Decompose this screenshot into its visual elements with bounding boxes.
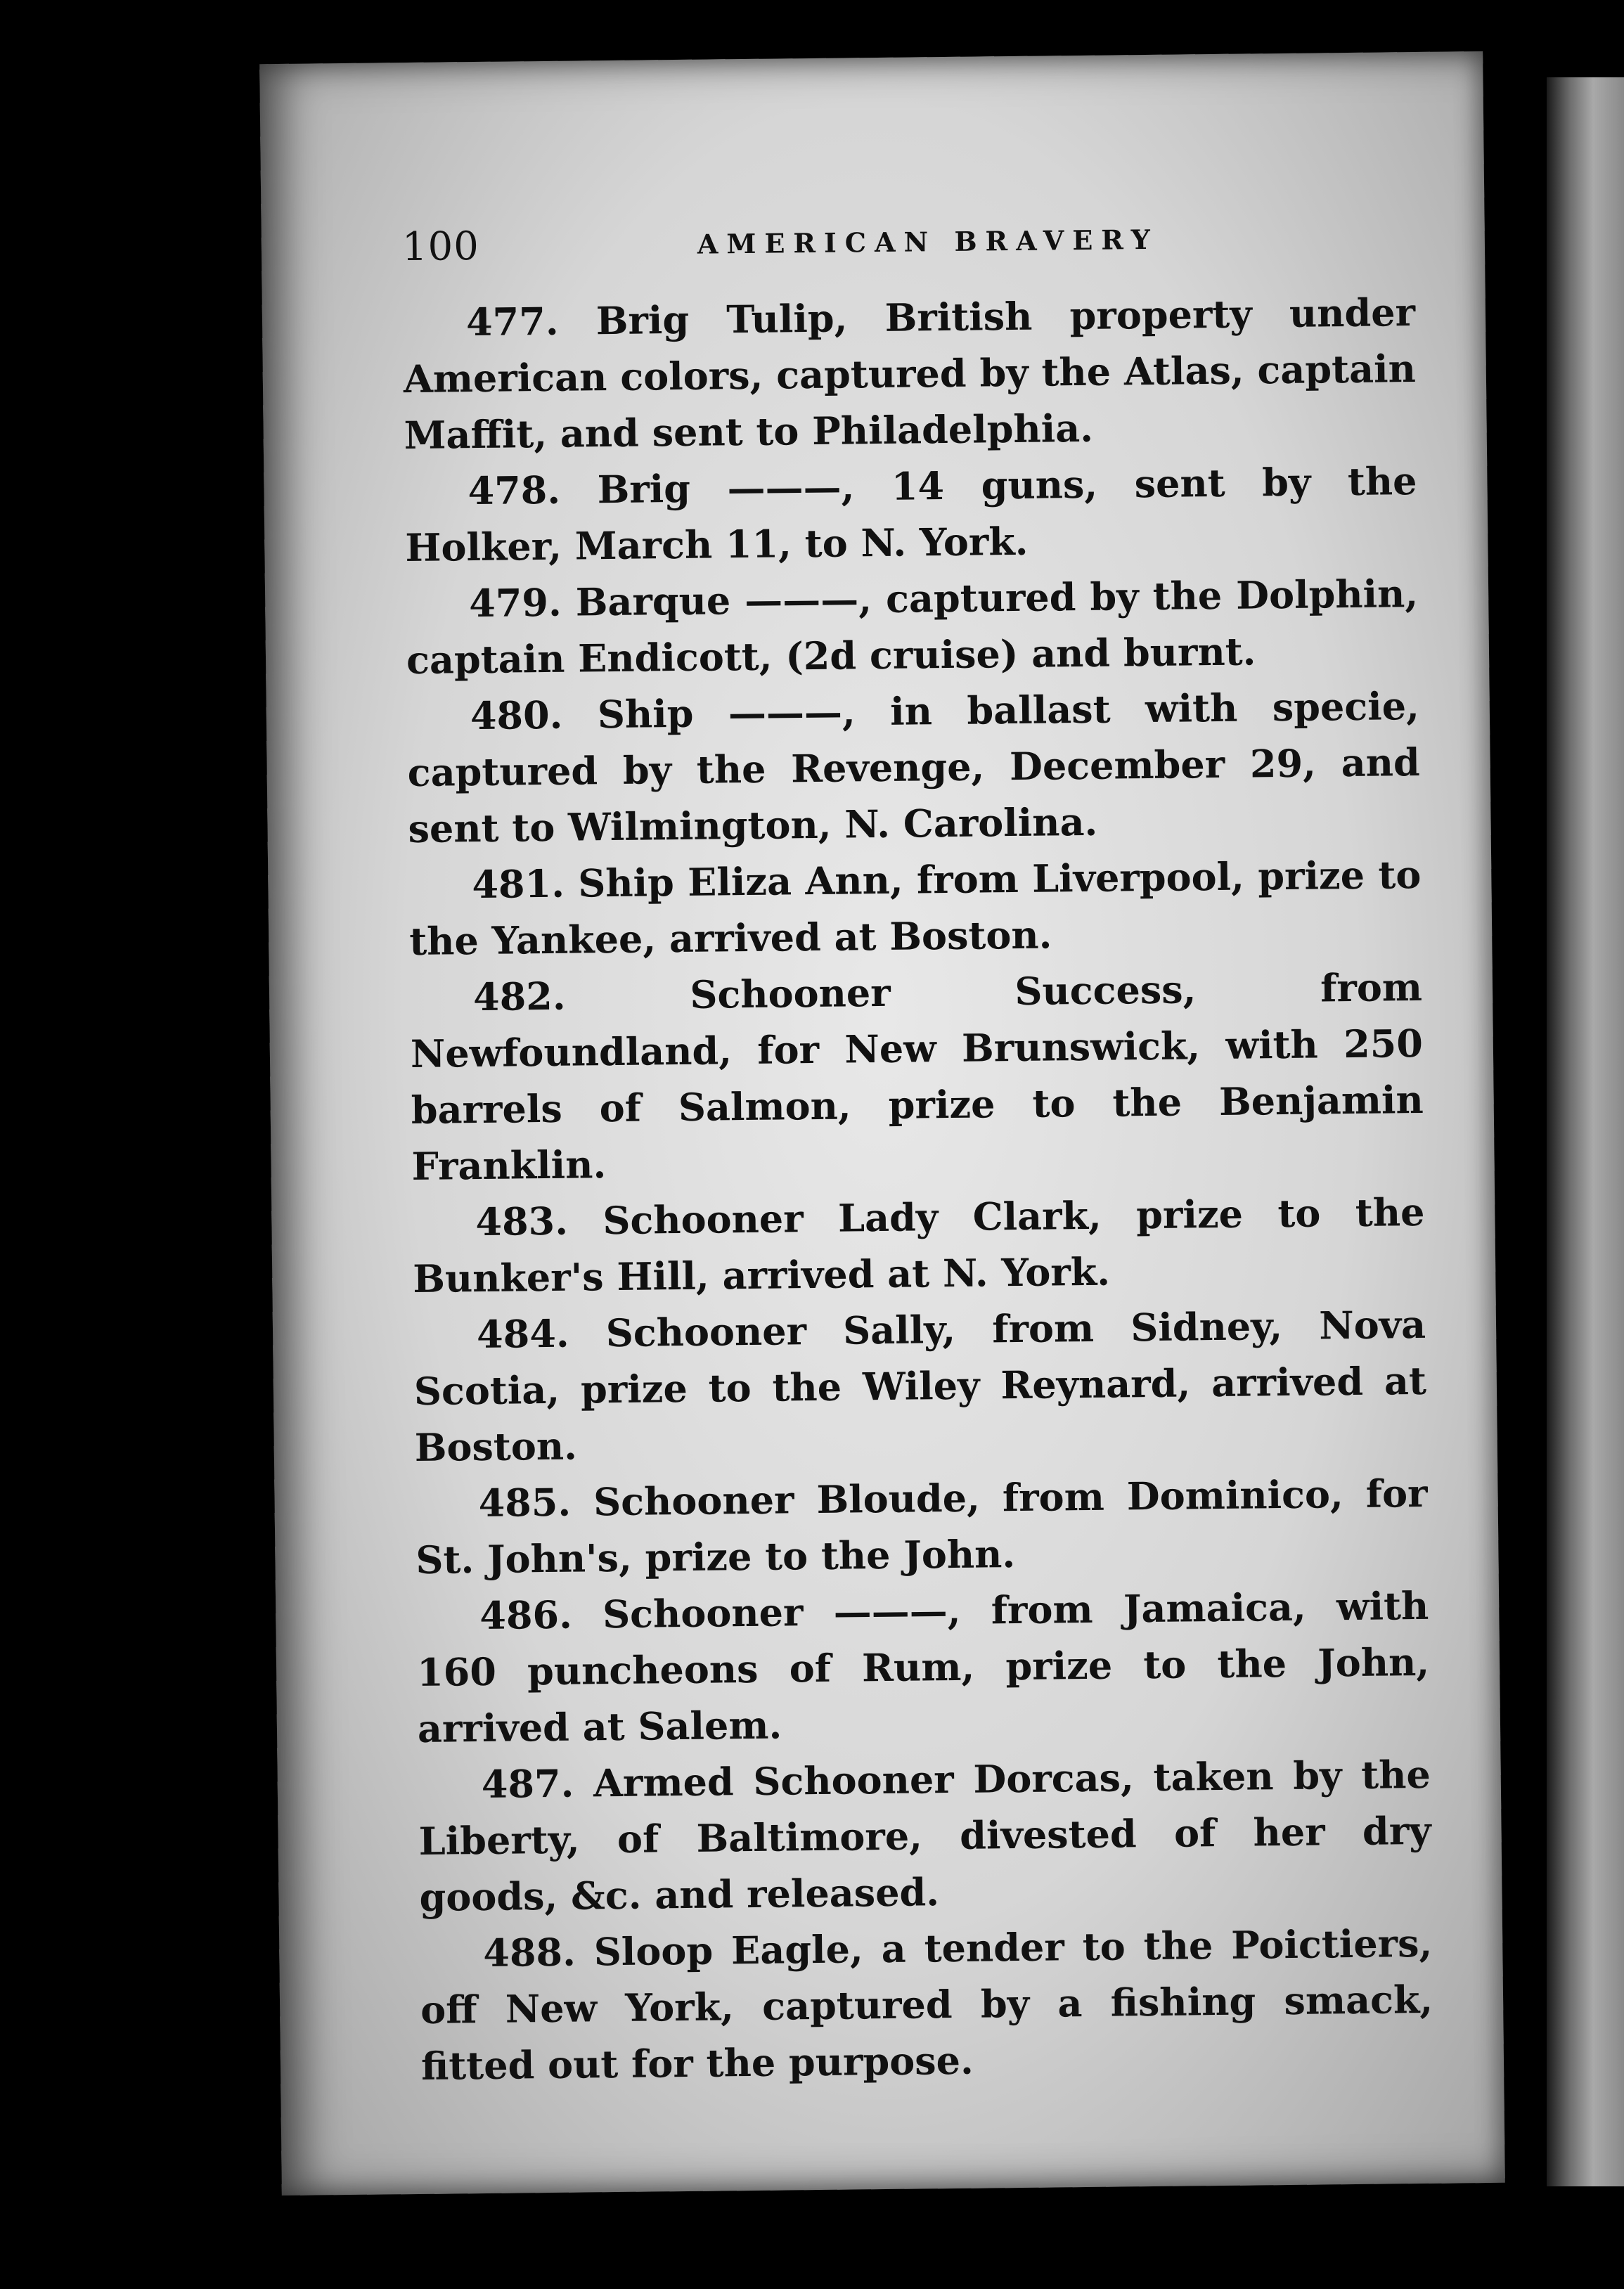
entry-485: 485. Schooner Bloude, from Dominico, for St. John's, prize to the John. — [415, 1470, 1428, 1582]
entry-486: 486. Schooner ———, from Jamaica, with 160 puncheons of Rum, prize to the John, arrived at Salem. — [416, 1582, 1430, 1751]
entry-483: 483. Schooner Lady Clark, prize to the Bunker's Hill, arrived at N. York. — [412, 1189, 1425, 1302]
entry-list — [403, 284, 1434, 2094]
entry-482: 482. Schooner Success, from Newfoundland, for New Brunswick, with 250 barrels of Salmon, prize to the Benjamin Franklin. — [410, 964, 1424, 1189]
adjacent-page-edge — [1547, 77, 1624, 2186]
entry-480: 480. Ship ———, in ballast with specie, captured by the Revenge, December 29, and sent to Wilmington, N. Carolina. — [407, 683, 1420, 852]
entry-488: 488. Sloop Eagle, a tender to the Poictiers, off New York, captured by a fishing smack, fitted out for the purpose. — [420, 1920, 1433, 2089]
entry-481: 481. Ship Eliza Ann, from Liverpool, prize to the Yankee, arrived at Boston. — [408, 851, 1422, 965]
entry-478: 478. Brig ———, 14 guns, sent by the Holker, March 11, to N. York. — [405, 458, 1417, 571]
entry-484: 484. Schooner Sally, from Sidney, Nova Scotia, prize to the Wiley Reynard, arrived at Boston. — [413, 1301, 1427, 1470]
page-header — [402, 214, 1429, 281]
entry-487: 487. Armed Schooner Dorcas, taken by the Liberty, of Baltimore, divested of her dry goods, &c. and released. — [418, 1751, 1431, 1920]
page-number: 100 — [401, 223, 480, 271]
running-head: AMERICAN BRAVERY — [697, 223, 1159, 260]
entry-477: 477. Brig Tulip, British property under American colors, captured by the Atlas, captain Maffit, and sent to Philadelphia. — [403, 290, 1417, 458]
entry-479: 479. Barque ———, captured by the Dolphin, captain Endicott, (2d cruise) and burnt. — [406, 570, 1419, 683]
page — [259, 51, 1505, 2195]
